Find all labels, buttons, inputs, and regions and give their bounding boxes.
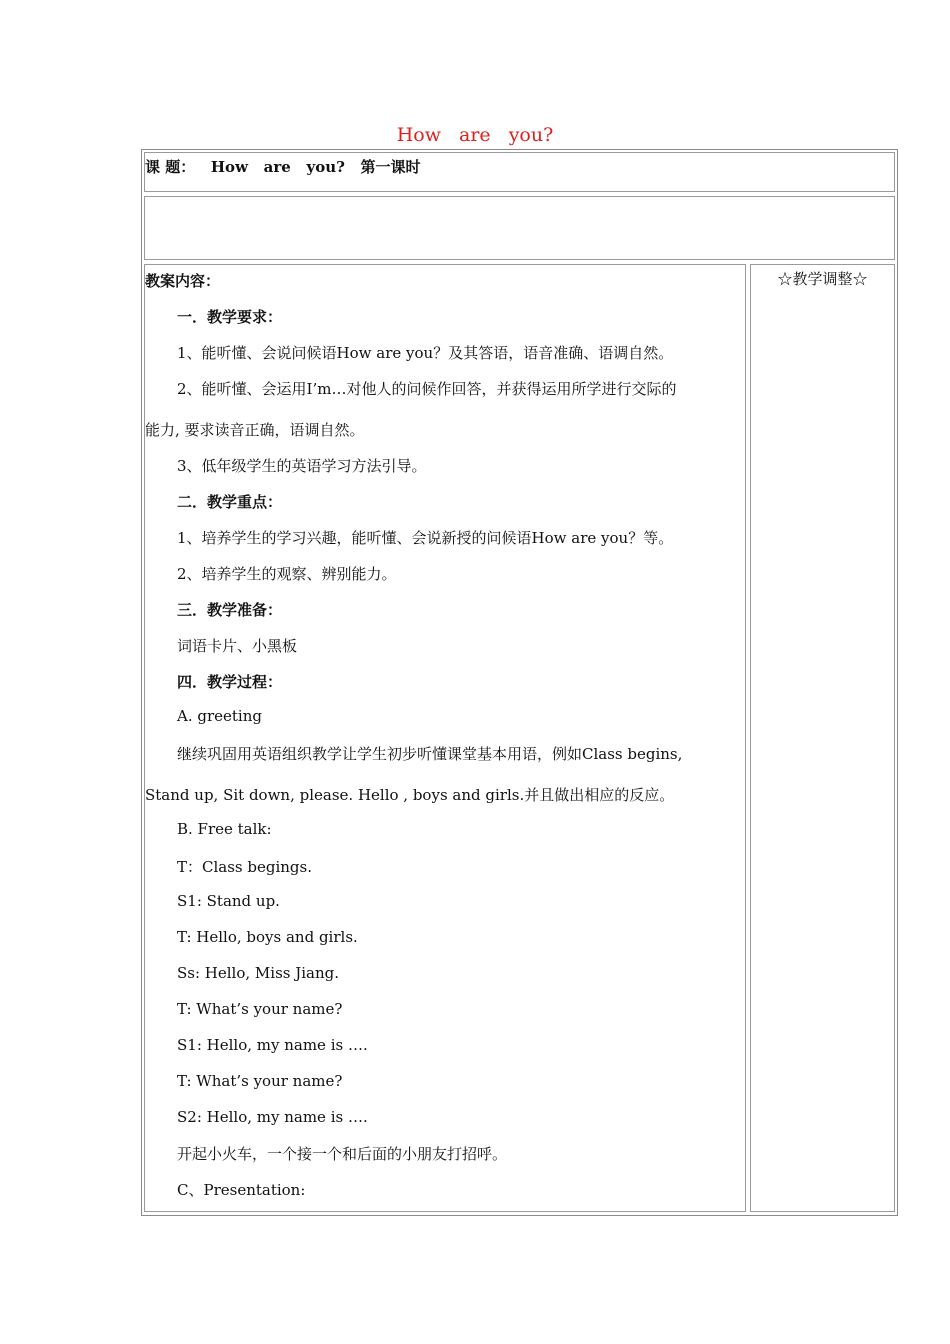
section-heading: 四．教学过程： — [177, 673, 283, 691]
text-line: 继续巩固用英语组织教学让学生初步听懂课堂基本用语，例如Class begins, — [177, 745, 683, 763]
adjust-cell — [750, 264, 895, 1212]
adjust-header: ☆教学调整☆ — [777, 270, 868, 288]
text-line: 词语卡片、小黑板 — [177, 637, 298, 655]
text-line: S1: Hello, my name is …. — [177, 1036, 368, 1054]
text-line: 1、能听懂、会说问候语How are you？及其答语，语音准确、语调自然。 — [177, 344, 674, 362]
text-line: S2: Hello, my name is …. — [177, 1108, 368, 1126]
content-heading: 教案内容： — [145, 272, 221, 290]
blank-row — [144, 196, 895, 260]
text-line: T: What’s your name? — [177, 1000, 343, 1018]
text-line: 1、培养学生的学习兴趣，能听懂、会说新授的问候语How are you？等。 — [177, 529, 674, 547]
text-line: 开起小火车，一个接一个和后面的小朋友打招呼。 — [177, 1145, 508, 1163]
text-line: 2、培养学生的观察、辨别能力。 — [177, 565, 397, 583]
page-title: How are you? — [396, 124, 554, 146]
topic-label: 课 题： How are you? 第一课时 — [145, 158, 421, 176]
content-cell — [144, 264, 746, 1212]
text-line: C、Presentation: — [177, 1181, 306, 1199]
text-line: T：Class begings. — [177, 858, 312, 876]
text-line: T: Hello, boys and girls. — [177, 928, 358, 946]
text-line: T: What’s your name? — [177, 1072, 343, 1090]
text-line: Stand up, Sit down, please. Hello , boys and girls.并且做出相应的反应。 — [145, 786, 675, 804]
text-line: 3、低年级学生的英语学习方法引导。 — [177, 457, 427, 475]
section-heading: 三．教学准备： — [177, 601, 283, 619]
text-line: S1: Stand up. — [177, 892, 280, 910]
text-line: Ss: Hello, Miss Jiang. — [177, 964, 340, 982]
text-line: A. greeting — [177, 707, 262, 725]
text-line: 2、能听懂、会运用I’m…对他人的问候作回答，并获得运用所学进行交际的 — [177, 380, 677, 398]
section-heading: 一．教学要求： — [177, 308, 283, 326]
text-line: B. Free talk: — [177, 820, 272, 838]
section-heading: 二．教学重点： — [177, 493, 283, 511]
text-line: 能力, 要求读音正确，语调自然。 — [145, 421, 365, 439]
